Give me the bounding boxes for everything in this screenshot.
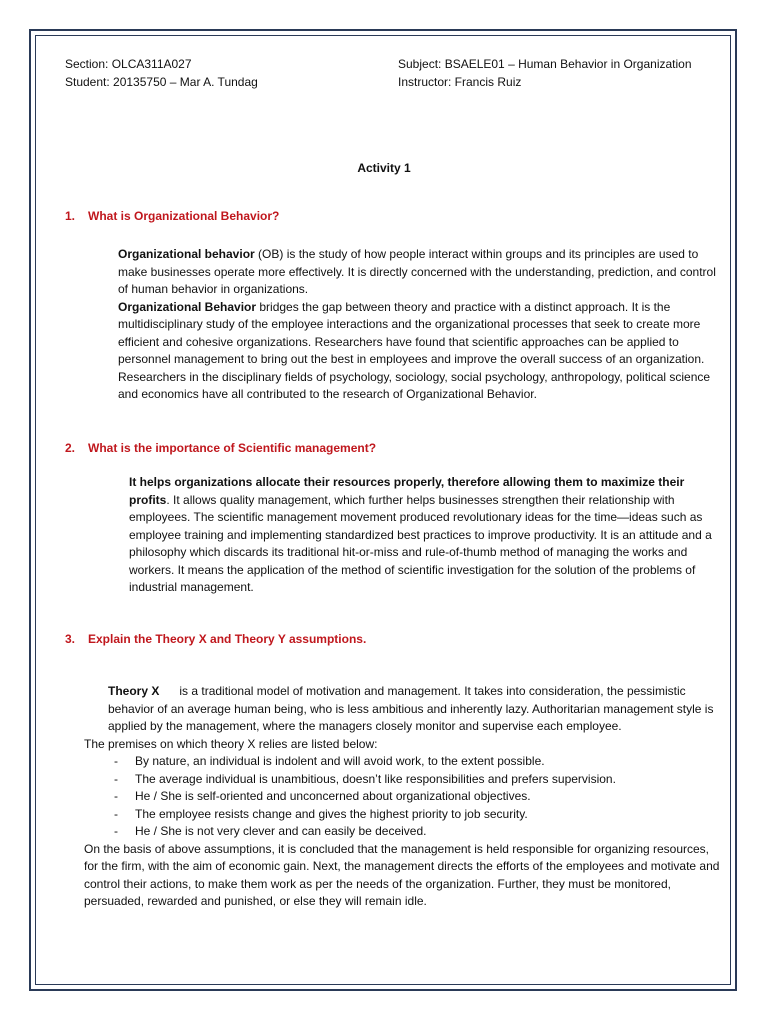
answer-3-premises: The premises on which theory X relies are listed below: (84, 736, 378, 751)
answer-1-p2-bold: Organizational Behavior (118, 299, 257, 314)
question-2-text: What is the importance of Scientific management? (88, 441, 377, 455)
answer-2-text: . It allows quality management, which further helps businesses strengthen their relationship with employees. The scientific management movement produced revolutionary ideas for the time—ideas such as employee training and implementing standardized best practices to improve productivity. It is an attitude and a philosophy which discards its traditional hit-or-miss and rule-of-thumb method of managing the works and workers. It means the application of the method of scientific investigation for the solution of the problems of industrial management. (129, 492, 712, 594)
bullet-dash: - (114, 806, 118, 821)
answer-3 (84, 683, 724, 911)
answer-2 (84, 474, 724, 597)
answer-1 (84, 246, 724, 404)
page-title: Activity 1 (357, 161, 411, 175)
answer-3-conclusion: On the basis of above assumptions, it is concluded that the management is held responsible for organizing resources, for the firm, with the aim of economic gain. Next, the management directs the efforts of the employees and motivate and control their actions, to make them work as per the needs of the organization. Further, they must be monitored, persuaded, rewarded and punished, or else they will remain idle. (84, 841, 720, 908)
bullet-dash: - (114, 771, 118, 786)
theory-x-premise-list (84, 753, 724, 841)
answer-2-paragraph (84, 474, 724, 597)
list-item-text: By nature, an individual is indolent and will avoid work, to the extent possible. (135, 754, 545, 768)
list-item (84, 823, 724, 841)
question-3-heading (65, 632, 366, 646)
answer-1-p2-text: bridges the gap between theory and practice with a distinct approach. It is the multidisciplinary study of the employee interactions and the organizational processes that seek to create more efficient and cohesive organizations. Researchers have found that scientific approaches can be applied to personnel management to bring out the best in employees and improve the overall success of an organization. Researchers in the disciplinary fields of psychology, sociology, social psychology, anthropology, political science and economics have all contributed to the research of Organizational Behavior. (118, 299, 711, 401)
answer-1-paragraph-2 (84, 299, 724, 404)
answer-2-bold: It helps organizations allocate their resources properly, therefore allowing them to maximize their profits (129, 475, 685, 507)
list-item (84, 771, 724, 789)
question-2-number: 2. (65, 441, 76, 455)
answer-1-p1-bold: Organizational behavior (118, 247, 255, 261)
header-left (65, 55, 258, 91)
subject-line: Subject: BSAELE01 – Human Behavior in Organization (398, 57, 692, 71)
list-item (84, 788, 724, 806)
list-item (84, 753, 724, 771)
question-1-heading (65, 209, 279, 223)
answer-3-paragraph (84, 683, 724, 736)
list-item-text: He / She is not very clever and can easily be deceived. (135, 824, 427, 838)
answer-3-text: is a traditional model of motivation and management. It takes into consideration, the pessimistic behavior of an average human being, who is less ambitious and inherently lazy. Authoritarian management style is applied by the management, where the managers closely monitor and supervise each employee. (108, 684, 717, 733)
list-item-text: He / She is self-oriented and unconcerned about organizational objectives. (135, 789, 531, 803)
bullet-dash: - (114, 789, 118, 803)
answer-1-p1-text: (OB) is the study of how people interact within groups and its principles are used to make businesses operate more effectively. It is directly concerned with the understanding, prediction, and control of human behavior in organizations. (118, 247, 716, 296)
answer-3-bold: Theory X (108, 684, 160, 698)
list-item-text: The average individual is unambitious, doesn’t like responsibilities and prefers supervision. (135, 771, 616, 786)
answer-1-paragraph-1 (84, 246, 724, 299)
question-1-text: What is Organizational Behavior? (88, 209, 280, 223)
section-line: Section: OLCA311A027 (65, 57, 192, 71)
question-3-number: 3. (65, 632, 76, 646)
student-line: Student: 20135750 – Mar A. Tundag (65, 75, 258, 89)
list-item (84, 806, 724, 824)
question-1-number: 1. (65, 209, 76, 223)
header-right (398, 55, 692, 91)
question-2-heading (65, 441, 376, 455)
bullet-dash: - (114, 754, 118, 768)
question-3-text: Explain the Theory X and Theory Y assumptions. (88, 632, 367, 646)
list-item-text: The employee resists change and gives the highest priority to job security. (135, 806, 528, 821)
bullet-dash: - (114, 824, 118, 838)
instructor-line: Instructor: Francis Ruiz (398, 75, 522, 89)
